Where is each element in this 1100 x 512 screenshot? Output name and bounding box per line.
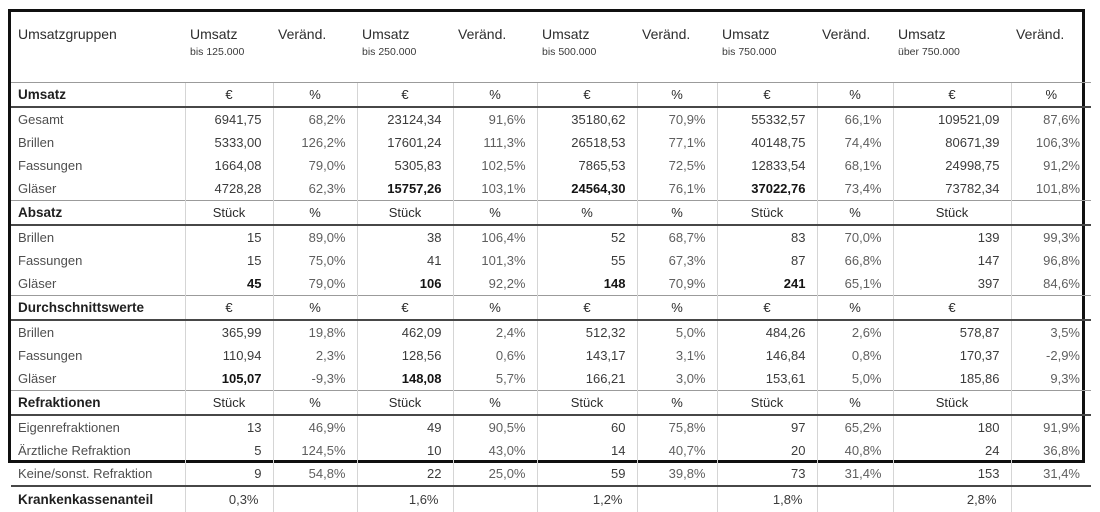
value-cell: 148: [537, 272, 637, 296]
value-cell: 153,61: [717, 367, 817, 391]
value-cell: 106,3%: [1011, 131, 1091, 154]
value-cell: 13: [185, 415, 273, 439]
value-cell: 146,84: [717, 344, 817, 367]
unit-cell: %: [537, 201, 637, 226]
value-cell: 79,0%: [273, 154, 357, 177]
unit-cell: €: [893, 83, 1011, 108]
value-cell: 87: [717, 249, 817, 272]
value-cell: 484,26: [717, 320, 817, 344]
value-cell: 2,4%: [453, 320, 537, 344]
value-cell: 35180,62: [537, 107, 637, 131]
value-cell: 79,0%: [273, 272, 357, 296]
column-header-umsatz-5: [893, 12, 1011, 83]
value-cell: 74,4%: [817, 131, 893, 154]
value-cell: 6941,75: [185, 107, 273, 131]
data-row-keine-sonst-refraktion: [11, 462, 1091, 486]
column-header-umsatz-1: [185, 12, 273, 83]
unit-cell: €: [717, 296, 817, 321]
value-cell: 19,8%: [273, 320, 357, 344]
value-cell: 36,8%: [1011, 439, 1091, 462]
unit-cell: Stück: [185, 391, 273, 416]
row-label: Ärztliche Refraktion: [11, 439, 185, 462]
column-header-veraend-5: [1011, 12, 1091, 83]
column-header-veraend-2: [453, 12, 537, 83]
unit-cell: €: [893, 296, 1011, 321]
column-header-label: Umsatz: [358, 26, 452, 42]
value-cell: 37022,76: [717, 177, 817, 201]
unit-cell: %: [273, 201, 357, 226]
data-row-brillen: [11, 320, 1091, 344]
unit-cell: %: [637, 391, 717, 416]
footer-value-cell: [637, 486, 717, 512]
value-cell: 0,8%: [817, 344, 893, 367]
value-cell: 2,3%: [273, 344, 357, 367]
footer-value-cell: 0,3%: [185, 486, 273, 512]
section-row-durchschnittswerte: [11, 296, 1091, 321]
unit-cell: [1011, 391, 1091, 416]
value-cell: 22: [357, 462, 453, 486]
value-cell: 70,9%: [637, 272, 717, 296]
footer-value-cell: [817, 486, 893, 512]
data-row-brillen: [11, 225, 1091, 249]
column-header-range: bis 250.000: [358, 46, 452, 58]
value-cell: 99,3%: [1011, 225, 1091, 249]
column-header-label: Umsatz: [538, 26, 636, 42]
data-row-ärztliche-refraktion: [11, 439, 1091, 462]
column-header-label: Veränd.: [818, 26, 892, 42]
column-header-veraend-4: [817, 12, 893, 83]
value-cell: 97: [717, 415, 817, 439]
column-header-veraend-3: [637, 12, 717, 83]
value-cell: 41: [357, 249, 453, 272]
unit-cell: %: [453, 201, 537, 226]
value-cell: 111,3%: [453, 131, 537, 154]
row-label: Brillen: [11, 320, 185, 344]
row-label: Brillen: [11, 131, 185, 154]
value-cell: 103,1%: [453, 177, 537, 201]
value-cell: 9: [185, 462, 273, 486]
value-cell: 166,21: [537, 367, 637, 391]
value-cell: 17601,24: [357, 131, 453, 154]
value-cell: 4728,28: [185, 177, 273, 201]
value-cell: 10: [357, 439, 453, 462]
value-cell: 65,2%: [817, 415, 893, 439]
value-cell: 512,32: [537, 320, 637, 344]
value-cell: 462,09: [357, 320, 453, 344]
column-header-label: Veränd.: [454, 26, 536, 42]
value-cell: 91,9%: [1011, 415, 1091, 439]
footer-value-cell: [453, 486, 537, 512]
value-cell: 87,6%: [1011, 107, 1091, 131]
value-cell: 126,2%: [273, 131, 357, 154]
footer-value-cell: [1011, 486, 1091, 512]
row-label: Brillen: [11, 225, 185, 249]
value-cell: 90,5%: [453, 415, 537, 439]
column-header-label: Veränd.: [638, 26, 716, 42]
value-cell: 25,0%: [453, 462, 537, 486]
value-cell: 14: [537, 439, 637, 462]
data-row-eigenrefraktionen: [11, 415, 1091, 439]
value-cell: 5: [185, 439, 273, 462]
unit-cell: %: [817, 201, 893, 226]
section-label: Refraktionen: [11, 391, 185, 416]
section-row-umsatz: [11, 83, 1091, 108]
report-frame: [8, 9, 1085, 463]
value-cell: -9,3%: [273, 367, 357, 391]
data-row-gläser: [11, 272, 1091, 296]
unit-cell: %: [637, 83, 717, 108]
value-cell: 3,5%: [1011, 320, 1091, 344]
footer-value-cell: 1,2%: [537, 486, 637, 512]
column-header-range: bis 125.000: [186, 46, 272, 58]
value-cell: 101,8%: [1011, 177, 1091, 201]
value-cell: 40,8%: [817, 439, 893, 462]
column-header-range: bis 500.000: [538, 46, 636, 58]
value-cell: 397: [893, 272, 1011, 296]
row-label: Fassungen: [11, 154, 185, 177]
section-label: Absatz: [11, 201, 185, 226]
value-cell: 65,1%: [817, 272, 893, 296]
value-cell: 148,08: [357, 367, 453, 391]
value-cell: 62,3%: [273, 177, 357, 201]
column-header-label: Umsatz: [718, 26, 816, 42]
value-cell: 170,37: [893, 344, 1011, 367]
data-row-fassungen: [11, 154, 1091, 177]
value-cell: 52: [537, 225, 637, 249]
unit-cell: %: [453, 83, 537, 108]
value-cell: 105,07: [185, 367, 273, 391]
row-label: Fassungen: [11, 249, 185, 272]
value-cell: 5333,00: [185, 131, 273, 154]
value-cell: 31,4%: [817, 462, 893, 486]
data-row-fassungen: [11, 249, 1091, 272]
section-label: Umsatz: [11, 83, 185, 108]
value-cell: 110,94: [185, 344, 273, 367]
value-cell: 80671,39: [893, 131, 1011, 154]
data-row-gläser: [11, 177, 1091, 201]
value-cell: 139: [893, 225, 1011, 249]
value-cell: 68,2%: [273, 107, 357, 131]
unit-cell: %: [637, 296, 717, 321]
value-cell: 66,1%: [817, 107, 893, 131]
value-cell: 72,5%: [637, 154, 717, 177]
value-cell: 76,1%: [637, 177, 717, 201]
unit-cell: Stück: [357, 391, 453, 416]
row-label: Keine/sonst. Refraktion: [11, 462, 185, 486]
value-cell: 49: [357, 415, 453, 439]
value-cell: 31,4%: [1011, 462, 1091, 486]
value-cell: 153: [893, 462, 1011, 486]
column-header-label: Veränd.: [274, 26, 356, 42]
unit-cell: Stück: [357, 201, 453, 226]
row-label: Gläser: [11, 272, 185, 296]
column-header-range: über 750.000: [894, 46, 1010, 58]
footer-value-cell: 2,8%: [893, 486, 1011, 512]
value-cell: 24: [893, 439, 1011, 462]
value-cell: 66,8%: [817, 249, 893, 272]
footer-label: Krankenkassenanteil: [11, 486, 185, 512]
value-cell: 5,7%: [453, 367, 537, 391]
unit-cell: %: [637, 201, 717, 226]
value-cell: 102,5%: [453, 154, 537, 177]
unit-cell: Stück: [717, 201, 817, 226]
unit-cell: €: [185, 83, 273, 108]
unit-cell: %: [817, 296, 893, 321]
data-row-gläser: [11, 367, 1091, 391]
unit-cell: Stück: [717, 391, 817, 416]
value-cell: 55: [537, 249, 637, 272]
value-cell: 60: [537, 415, 637, 439]
value-cell: 83: [717, 225, 817, 249]
unit-cell: %: [273, 83, 357, 108]
unit-cell: %: [817, 391, 893, 416]
value-cell: 91,6%: [453, 107, 537, 131]
unit-cell: %: [453, 296, 537, 321]
value-cell: 101,3%: [453, 249, 537, 272]
row-label: Fassungen: [11, 344, 185, 367]
section-label: Durchschnittswerte: [11, 296, 185, 321]
unit-cell: %: [453, 391, 537, 416]
unit-cell: Stück: [893, 391, 1011, 416]
unit-cell: [1011, 201, 1091, 226]
revenue-groups-report-table: [11, 12, 1091, 512]
value-cell: 75,0%: [273, 249, 357, 272]
unit-cell: €: [185, 296, 273, 321]
value-cell: 91,2%: [1011, 154, 1091, 177]
value-cell: 24564,30: [537, 177, 637, 201]
section-row-absatz: [11, 201, 1091, 226]
row-label: Gläser: [11, 367, 185, 391]
value-cell: 1664,08: [185, 154, 273, 177]
unit-cell: Stück: [893, 201, 1011, 226]
value-cell: 68,7%: [637, 225, 717, 249]
unit-cell: [1011, 296, 1091, 321]
value-cell: 365,99: [185, 320, 273, 344]
value-cell: 5,0%: [817, 367, 893, 391]
value-cell: 39,8%: [637, 462, 717, 486]
unit-cell: Stück: [185, 201, 273, 226]
value-cell: 59: [537, 462, 637, 486]
footer-value-cell: [273, 486, 357, 512]
value-cell: 3,1%: [637, 344, 717, 367]
value-cell: 147: [893, 249, 1011, 272]
value-cell: 106,4%: [453, 225, 537, 249]
value-cell: 143,17: [537, 344, 637, 367]
value-cell: 128,56: [357, 344, 453, 367]
value-cell: 241: [717, 272, 817, 296]
unit-cell: €: [357, 296, 453, 321]
unit-cell: %: [817, 83, 893, 108]
value-cell: 23124,34: [357, 107, 453, 131]
row-label: Eigenrefraktionen: [11, 415, 185, 439]
value-cell: 12833,54: [717, 154, 817, 177]
unit-cell: €: [537, 296, 637, 321]
value-cell: 73782,34: [893, 177, 1011, 201]
unit-cell: %: [1011, 83, 1091, 108]
value-cell: 84,6%: [1011, 272, 1091, 296]
value-cell: 55332,57: [717, 107, 817, 131]
value-cell: 185,86: [893, 367, 1011, 391]
data-row-fassungen: [11, 344, 1091, 367]
value-cell: 43,0%: [453, 439, 537, 462]
column-header-label: Umsatz: [186, 26, 272, 42]
value-cell: 40148,75: [717, 131, 817, 154]
unit-cell: %: [273, 296, 357, 321]
column-header-umsatz-4: [717, 12, 817, 83]
row-label: Gläser: [11, 177, 185, 201]
value-cell: 0,6%: [453, 344, 537, 367]
value-cell: 578,87: [893, 320, 1011, 344]
value-cell: 24998,75: [893, 154, 1011, 177]
column-header-label: Umsatz: [894, 26, 1010, 42]
value-cell: 109521,09: [893, 107, 1011, 131]
footer-row-krankenkassenanteil: [11, 486, 1091, 512]
report-table-body: [11, 83, 1091, 512]
column-header-veraend-1: [273, 12, 357, 83]
value-cell: 70,9%: [637, 107, 717, 131]
value-cell: 46,9%: [273, 415, 357, 439]
column-header-range: bis 750.000: [718, 46, 816, 58]
value-cell: 124,5%: [273, 439, 357, 462]
unit-cell: €: [717, 83, 817, 108]
value-cell: 106: [357, 272, 453, 296]
value-cell: 70,0%: [817, 225, 893, 249]
value-cell: 96,8%: [1011, 249, 1091, 272]
footer-value-cell: 1,6%: [357, 486, 453, 512]
value-cell: 40,7%: [637, 439, 717, 462]
value-cell: 15757,26: [357, 177, 453, 201]
value-cell: 89,0%: [273, 225, 357, 249]
value-cell: 73,4%: [817, 177, 893, 201]
value-cell: 9,3%: [1011, 367, 1091, 391]
column-header-umsatz-2: [357, 12, 453, 83]
value-cell: 20: [717, 439, 817, 462]
value-cell: 2,6%: [817, 320, 893, 344]
header-band-row: [11, 12, 1091, 83]
value-cell: 3,0%: [637, 367, 717, 391]
value-cell: 180: [893, 415, 1011, 439]
value-cell: 15: [185, 249, 273, 272]
value-cell: 73: [717, 462, 817, 486]
value-cell: 7865,53: [537, 154, 637, 177]
value-cell: 75,8%: [637, 415, 717, 439]
row-label: Gesamt: [11, 107, 185, 131]
value-cell: 5,0%: [637, 320, 717, 344]
section-row-refraktionen: [11, 391, 1091, 416]
column-header-umsatz-3: [537, 12, 637, 83]
footer-value-cell: 1,8%: [717, 486, 817, 512]
value-cell: 92,2%: [453, 272, 537, 296]
value-cell: 77,1%: [637, 131, 717, 154]
unit-cell: %: [273, 391, 357, 416]
unit-cell: Stück: [537, 391, 637, 416]
value-cell: 15: [185, 225, 273, 249]
value-cell: 68,1%: [817, 154, 893, 177]
value-cell: 67,3%: [637, 249, 717, 272]
data-row-gesamt: [11, 107, 1091, 131]
value-cell: -2,9%: [1011, 344, 1091, 367]
value-cell: 54,8%: [273, 462, 357, 486]
data-row-brillen: [11, 131, 1091, 154]
column-header-umsatzgruppen: Umsatzgruppen: [11, 12, 185, 83]
value-cell: 45: [185, 272, 273, 296]
value-cell: 38: [357, 225, 453, 249]
unit-cell: €: [537, 83, 637, 108]
value-cell: 26518,53: [537, 131, 637, 154]
column-header-label: Veränd.: [1012, 26, 1090, 42]
unit-cell: €: [357, 83, 453, 108]
value-cell: 5305,83: [357, 154, 453, 177]
